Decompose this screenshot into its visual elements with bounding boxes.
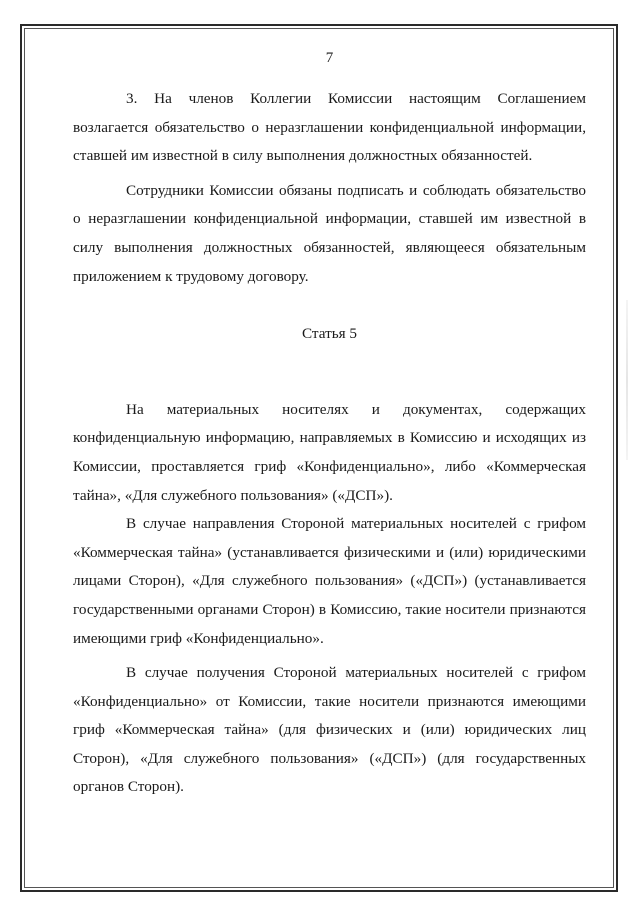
page-number: 7 [325, 50, 334, 66]
paragraph-employees-obligation: Сотрудники Комиссии обязаны подписать и соблюдать обязательство о неразглашении конфиденциальной информации, ставшей им известной в силу выполнения должностных обязанностей, являющееся обязательным приложением к трудовому договору. [73, 181, 586, 285]
paragraph-clause-3: 3. На членов Коллегии Комиссии настоящим Соглашением возлагается обязательство о неразглашении конфиденциальной информации, ставшей им известной в силу выполнения должностных обязанностей. [73, 90, 586, 165]
article-title: Статья 5 [301, 325, 358, 343]
paragraph-article-5-2: В случае направления Стороной материальных носителей с грифом «Коммерческая тайна» (устанавливается физическими и (или) юридическими лицами Сторон), «Для служебного пользования» («ДСП») (устанавливается государственными органами Сторон) в Комиссию, такие носители признаются имеющими гриф «Конфиденциально». [73, 515, 586, 647]
paragraph-article-5-3: В случае получения Стороной материальных носителей с грифом «Конфиденциально» от Комиссии, такие носители признаются имеющими гриф «Коммерческая тайна» (для физических и (или) юридических лиц Сторон), «Для служебного пользования» («ДСП») (для государственных органов Сторон). [73, 664, 586, 796]
paragraph-article-5-1: На материальных носителях и документах, содержащих конфиденциальную информацию, направляемых в Комиссию и исходящих из Комиссии, проставляется гриф «Конфиденциально», либо «Коммерческая тайна», «Для служебного пользования» («ДСП»). [73, 400, 586, 504]
page-content [73, 46, 586, 802]
scan-artifact [626, 300, 628, 460]
